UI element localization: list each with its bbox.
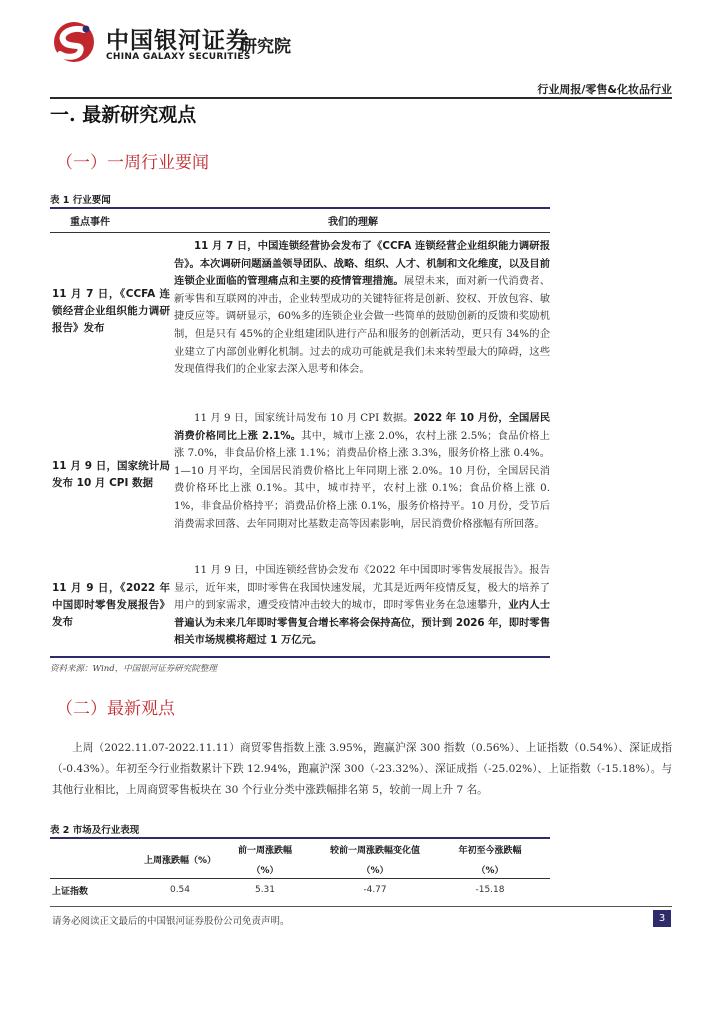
brand-name-en: CHINA GALAXY SECURITIES [106, 52, 251, 62]
market-review-paragraph [52, 738, 672, 801]
table1-row2-text-b: 其中，城市上涨 2.0%，农村上涨 2.5%；食品价格上涨 7.0%，非食品价格上涨 1.1%；消费品价格上涨 3.3%，服务价格上涨 0.4%。1—10 月平均，全国居民消费价格比上年同期上涨 2.0%。10 月份，全国居民消费价格环比上涨 0.1%。其中，城市持平，农村上涨 0.1%；食品价格上涨 0.1%，非食品价格持平；消费品价格上涨 0.1%，服务价格持平。10 月份，受节后消费需求回落、去年同期对比基数走高等因素影响，居民消费价格涨幅有所回落。 [174, 429, 550, 530]
table1-row1-text: 展望未来，面对新一代消费者、新零售和互联网的冲击，企业转型成功的关键特征将是创新、狡权、开放包容、敏捷反应等。调研显示，60%多的连锁企业会做一些简单的鼓励创新的反馈和奖励机制，但是只有 45%的企业组建团队进行产品和服务的创新活动，更只有 34%的企业建立了内部创业孵化机制。过去的成功可能就是我们未来转型最大的障碍，这些发现值得我们的企业家去深入思考和体会。 [174, 275, 551, 376]
header-divider [50, 97, 672, 99]
table1-row2-event: 11 月 9 日，国家统计局发布 10 月 CPI 数据 [52, 460, 170, 489]
table2-header-ytd-unit: （%） [476, 866, 504, 876]
table1-row1-event: 11 月 7 日，《CCFA 连锁经营企业组织能力调研报告》发布 [52, 288, 170, 334]
footer-disclaimer: 请务必阅读正文最后的中国银河证券股份公司免责声明。 [52, 916, 290, 927]
table2-header-change: 较前一周涨跌幅变化值 [329, 846, 420, 856]
table2-header-rule [50, 878, 550, 879]
table1-row2-detail [174, 410, 550, 533]
table1-row2-text-a: 11 月 9 日，国家统计局发布 10 月 CPI 数据。 [194, 412, 414, 424]
page-number: 3 [653, 910, 671, 927]
table1-source: 资料来源：Wind，中国银河证券研究院整理 [50, 664, 217, 674]
table2-value-prev-week: 5.31 [254, 885, 276, 895]
table2-header-ytd: 年初至今涨跌幅 [458, 846, 522, 856]
table1-bottom-rule [50, 656, 550, 658]
table1-row3-text: 11 月 9 日，中国连锁经营协会发布《2022 年中国即时零售发展报告》。报告显示，近年来，即时零售在我国快速发展，尤其是近两年疫情反复，极大的培养了用户的到家需求，遭受疫情冲击较大的城市，即时零售业务在急速攀升， [174, 564, 550, 612]
section-title: 一. 最新研究观点 [50, 104, 197, 126]
table2-value-ytd: -15.18 [475, 885, 505, 895]
table1-header-event: 重点事件 [70, 217, 110, 228]
table1-caption: 表 1 行业要闻 [50, 195, 111, 206]
brand-name-cn: 中国银河证券 [106, 28, 250, 54]
table2-value-change: -4.77 [363, 885, 387, 895]
table2-header-change-unit: （%） [361, 866, 389, 876]
table2-row-label: 上证指数 [52, 887, 89, 897]
table1-row3-highlight: 业内人士普遍认为未来几年即时零售复合增长率将会保持高位，预计到 2026 年，即时零售相关市场规模将超过 1 万亿元。 [174, 599, 551, 647]
table2-top-rule [50, 837, 550, 839]
table2-header-prev-week-unit: （%） [251, 866, 279, 876]
subsection-title-views: （二）最新观点 [56, 699, 175, 719]
table2-header-last-week: 上周涨跌幅（%） [143, 856, 217, 866]
table1-row1-detail [174, 238, 550, 379]
footer-divider [50, 906, 672, 907]
table2-caption: 表 2 市场及行业表现 [50, 825, 140, 836]
subsection-title-news: （一）一周行业要闻 [56, 153, 209, 173]
institute-label: 研究院 [240, 37, 291, 57]
table1-header-understanding: 我们的理解 [328, 217, 378, 228]
table1-row3-event: 11 月 9 日，《2022 年中国即时零售发展报告》发布 [52, 582, 170, 628]
table2-header-prev-week: 前一周涨跌幅 [237, 846, 292, 856]
table1-row3-detail [174, 562, 550, 650]
market-review-text: 上周（2022.11.07-2022.11.11）商贸零售指数上涨 3.95%，跑赢沪深 300 指数（0.56%）、上证指数（0.54%）、深证成指（-0.43%）。年初至今行业指数累计下跌 12.94%，跑赢沪深 300（-23.32%）、深证成指（-25.02%）、上证指数（-15.18%）。与其他行业相比，上周商贸零售板块在 30 个行业分类中涨跌幅排名第 5，较前一周上升 7 名。 [52, 742, 672, 796]
table1-header-rule [50, 232, 550, 233]
galaxy-logo-icon [50, 20, 98, 64]
table1-row1-highlight: 11 月 7 日，中国连锁经营协会发布了《CCFA 连锁经营企业组织能力调研报告》。本次调研问题涵盖领导团队、战略、组织、人才、机制和文化维度，以及目前连锁企业面临的管理痛点和主要的疫情管理措施。 [174, 240, 550, 288]
table1-top-rule [50, 207, 550, 209]
table2-value-last-week: 0.54 [169, 885, 191, 895]
report-category: 行业周报/零售&化妆品行业 [537, 83, 672, 96]
table1-row2-highlight: 2022 年 10 月份，全国居民消费价格同比上涨 2.1%。 [174, 412, 550, 442]
